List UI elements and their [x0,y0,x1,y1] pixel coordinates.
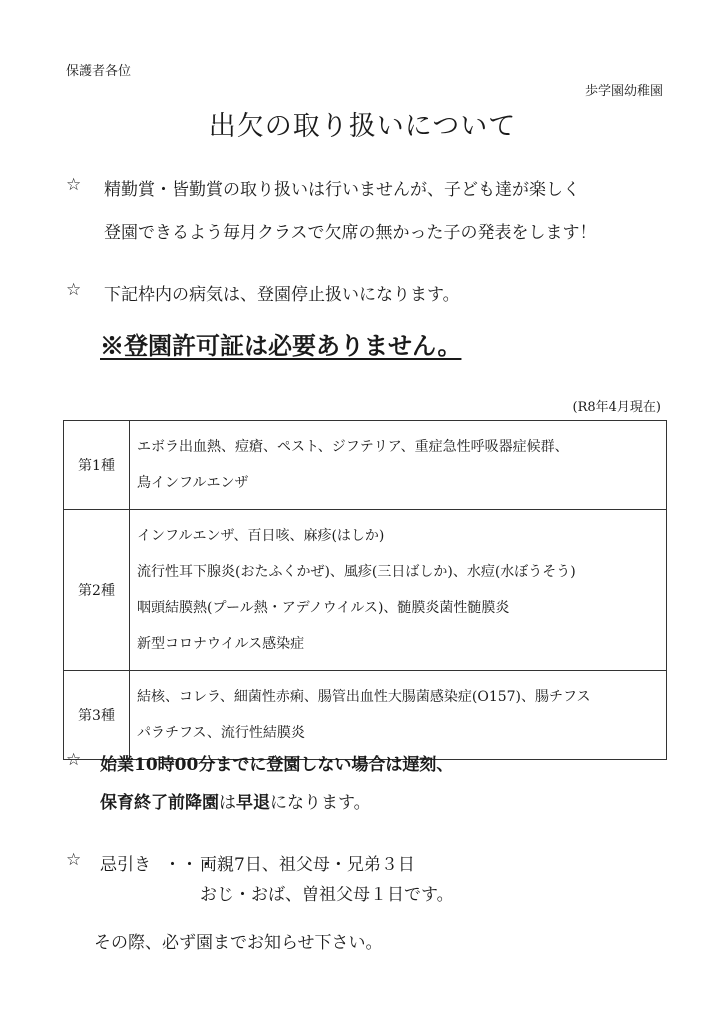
section1-line1: 精勤賞・皆勤賞の取り扱いは行いませんが、子ども達が楽しく [104,180,580,200]
late-rule: 始業10時00分までに登園しない場合は遅刻、 [100,755,454,775]
section1-line2: 登園できるよう毎月クラスで欠席の無かった子の発表をします！ [104,223,597,243]
as-of-date: (R8年4月現在) [572,400,661,415]
page-title: 出欠の取り扱いについて [208,111,517,142]
star-icon: ☆ [66,175,82,195]
addressee: 保護者各位 [66,64,132,79]
disease-line: インフルエンザ、百日咳、麻疹(はしか) [137,528,385,544]
bereavement-label: 忌引き [100,855,151,875]
disease-line: 新型コロナウイルス感染症 [137,636,305,652]
star-icon: ☆ [66,750,82,770]
table-row [64,671,667,760]
section2-line1: 下記枠内の病気は、登園停止扱いになります。 [104,285,460,305]
table-row [64,421,667,510]
disease-category: 第1種 [64,421,130,510]
early-leave-ending: になります。 [270,793,371,813]
disease-line: 結核、コレラ、細菌性赤痢、腸管出血性大腸菌感染症(O157)、腸チフス [137,689,591,705]
disease-category: 第3種 [64,671,130,760]
permit-notice: ※登園許可証は必要ありません。 [100,331,462,360]
disease-table [63,420,667,760]
disease-category: 第2種 [64,510,130,671]
early-leave-term: 保育終了前降園 [100,793,219,813]
disease-line: エボラ出血熱、痘瘡、ペスト、ジフテリア、重症急性呼吸器症候群、 [137,439,569,455]
school-name: 歩学園幼稚園 [584,84,663,99]
star-icon: ☆ [66,280,82,300]
closing-note: その際、必ず園までお知らせ下さい。 [94,933,383,953]
star-icon: ☆ [66,850,82,870]
early-leave-particle: は [219,793,236,813]
bereavement-line2: おじ・おば、曽祖父母１日です。 [200,885,454,905]
disease-list [130,510,667,671]
disease-line: 鳥インフルエンザ [137,475,249,491]
early-leave-rule [100,788,371,813]
disease-line: 流行性耳下腺炎(おたふくかぜ)、風疹(三日ばしか)、水痘(水ぼうそう) [137,564,576,580]
disease-line: パラチフス、流行性結膜炎 [137,725,305,741]
disease-list [130,671,667,760]
disease-line: 咽頭結膜熱(プール熱・アデノウイルス)、髄膜炎菌性髄膜炎 [137,600,510,616]
disease-list [130,421,667,510]
early-leave-label: 早退 [236,793,270,813]
bereavement-line1: 両親7日、祖父母・兄弟３日 [200,855,415,875]
table-row [64,510,667,671]
bereavement-dots: ・・・ [164,855,215,875]
